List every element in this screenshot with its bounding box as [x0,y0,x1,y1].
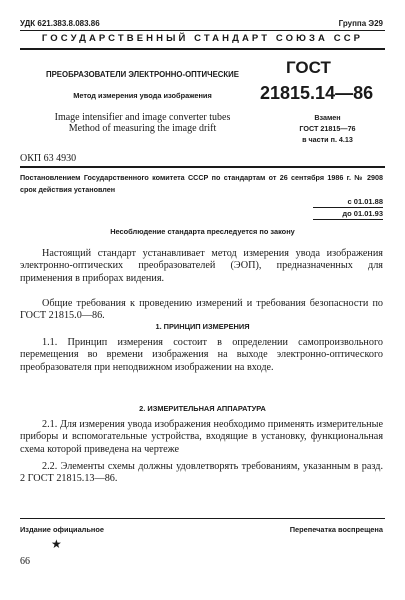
standard-title: ГОСУДАРСТВЕННЫЙ СТАНДАРТ СОЮЗА ССР [41,33,364,44]
validity-to: до 01.01.93 [342,209,383,218]
validity-from: с 01.01.88 [347,197,383,206]
section-2-heading: 2. ИЗМЕРИТЕЛЬНАЯ АППАРАТУРА [139,404,266,413]
page-number: 66 [20,556,30,567]
gost-number: 21815.14—86 [260,83,374,103]
validity-rule-bottom [313,219,383,220]
document-title-en: Image intensifier and image converter tubes [54,112,231,123]
document-title-ru: ПРЕОБРАЗОВАТЕЛИ ЭЛЕКТРОННО-ОПТИЧЕСКИЕ [46,70,239,79]
general-requirements-paragraph: Общие требования к проведению измерений и требования безопасности по ГОСТ 21815.0—86. [20,298,383,322]
okp-code: ОКП 63 4930 [20,153,77,164]
decree-text: Постановлением Государственного комитета СССР по стандартам от 26 сентября 1986 г. № 2908 срок действия установлен [20,173,383,194]
replaces-label: Взамен [314,113,341,122]
intro-paragraph: Настоящий стандарт устанавливает метод измерения увода изображения электронно-оптических преобразователей (ЭОП), предназначенных для применения в приборах видения. [20,248,383,284]
section-2-paragraph-1: 2.1. Для измерения увода изображения необходимо применять измерительные приборы и вспомогательные устройства, входящие в установку, функциональная схема которой приведена на чертеже [20,419,383,455]
header-rule-bottom [20,48,385,50]
document-subtitle-en: Method of measuring the image drift [68,123,217,134]
star-icon: ★ [51,537,62,551]
title-block-rule [20,166,385,168]
document-subtitle-ru: Метод измерения увода изображения [73,91,212,100]
footer-rule [20,518,385,519]
reprint-prohibited-label: Перепечатка воспрещена [289,525,383,534]
legal-notice: Несоблюдение стандарта преследуется по закону [110,227,295,236]
group-code: Группа Э29 [338,19,383,28]
section-1-heading: 1. ПРИНЦИП ИЗМЕРЕНИЯ [155,322,250,331]
validity-rule [313,207,383,208]
official-edition-label: Издание официальное [20,525,105,534]
replaces-part: в части п. 4.13 [302,135,353,144]
replaces-number: ГОСТ 21815—76 [299,124,356,133]
section-1-paragraph: 1.1. Принцип измерения состоит в определении самопроизвольного перемещения во времени изображения на выходе электронно-оптического преобразователя при неподвижном изображении на входе. [20,337,383,373]
replaces-block [255,112,400,145]
header-rule-top [20,30,385,31]
gost-label: ГОСТ [286,58,331,77]
udk-code: УДК 621.383.8.083.86 [20,19,100,28]
section-2-paragraph-2: 2.2. Элементы схемы должны удовлетворять требованиям, указанным в разд. 2 ГОСТ 21815.13—86. [20,461,383,485]
